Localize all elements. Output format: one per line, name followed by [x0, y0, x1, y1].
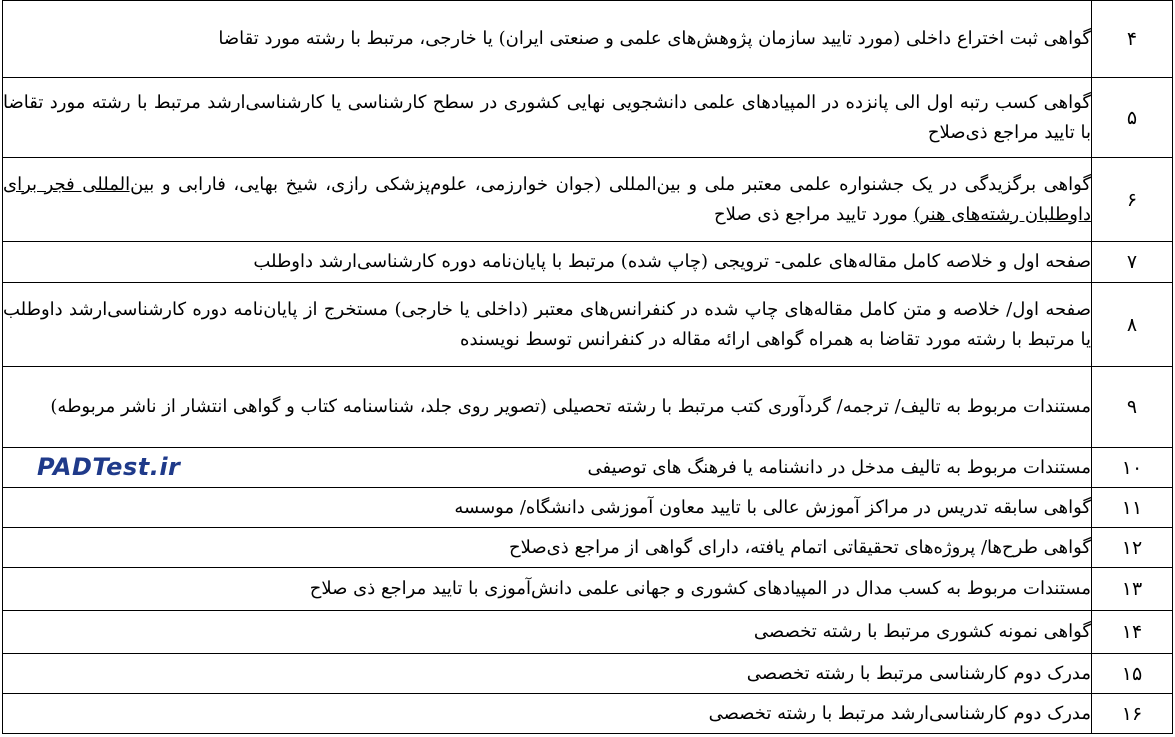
- table-row: [3, 78, 1173, 158]
- row-description-part: مورد تایید مراجع ذی صلاح: [713, 203, 914, 225]
- row-number: ۱۳: [1092, 568, 1173, 611]
- padtest-watermark: PADTest.ir: [37, 453, 181, 481]
- row-description: [3, 158, 1092, 242]
- row-description: گواهی سابقه تدریس در مراکز آموزش عالی با تایید معاون آموزشی دانشگاه/ موسسه: [3, 488, 1092, 528]
- row-number: ۹: [1092, 367, 1173, 448]
- row-description: گواهی ثبت اختراع داخلی (مورد تایید سازمان پژوهش‌های علمی و صنعتی ایران) یا خارجی، مرتبط با رشته مورد تقاضا: [3, 1, 1092, 78]
- row-number: ۱۶: [1092, 694, 1173, 734]
- table-row: [3, 694, 1173, 734]
- table-row: [3, 654, 1173, 694]
- row-number: ۵: [1092, 78, 1173, 158]
- table-row: [3, 488, 1173, 528]
- table-row: [3, 158, 1173, 242]
- table-row: [3, 528, 1173, 568]
- row-description: مدرک دوم کارشناسی‌ارشد مرتبط با رشته تخصصی: [3, 694, 1092, 734]
- row-number: ۱۵: [1092, 654, 1173, 694]
- row-description: مدرک دوم کارشناسی مرتبط با رشته تخصصی: [3, 654, 1092, 694]
- table-row: [3, 1, 1173, 78]
- row-description: مستندات مربوط به تالیف/ ترجمه/ گردآوری کتب مرتبط با رشته تحصیلی (تصویر روی جلد، شناسنامه کتاب و گواهی انتشار از ناشر مربوطه): [3, 367, 1092, 448]
- row-number: ۸: [1092, 283, 1173, 367]
- row-description: مستندات مربوط به تالیف مدخل در دانشنامه یا فرهنگ های توصیفی: [3, 448, 1092, 488]
- row-description-part: گواهی برگزیدگی در یک جشنواره علمی معتبر ملی و بین‌المللی (جوان خوارزمی، علوم‌پزشکی رازی، شیخ بهایی، فارابی و: [154, 173, 1091, 195]
- row-number: ۴: [1092, 1, 1173, 78]
- table-row: [3, 242, 1173, 283]
- table-row: [3, 367, 1173, 448]
- row-number: ۶: [1092, 158, 1173, 242]
- row-description: صفحه اول/ خلاصه و متن کامل مقاله‌های چاپ شده در کنفرانس‌های معتبر (داخلی یا خارجی) مستخرج از پایان‌نامه دوره کارشناسی‌ارشد داوطلب یا مرتبط با رشته مورد تقاضا به همراه گواهی ارائه مقاله در کنفرانس توسط نویسنده: [3, 283, 1092, 367]
- row-number: ۱۰: [1092, 448, 1173, 488]
- row-number: ۷: [1092, 242, 1173, 283]
- row-description: گواهی طرح‌ها/ پروژه‌های تحقیقاتی اتمام یافته، دارای گواهی از مراجع ذی‌صلاح: [3, 528, 1092, 568]
- table-row: [3, 568, 1173, 611]
- table-row: [3, 283, 1173, 367]
- row-description: صفحه اول و خلاصه کامل مقاله‌های علمی- ترویجی (چاپ شده) مرتبط با پایان‌نامه دوره کارشناسی‌ارشد داوطلب: [3, 242, 1092, 283]
- documents-table: [2, 0, 1173, 734]
- row-description: مستندات مربوط به کسب مدال در المپیادهای کشوری و جهانی علمی دانش‌آموزی با تایید مراجع ذی صلاح: [3, 568, 1092, 611]
- underlined-text: بین‌المللی فجر برای داوطلبان رشته‌های هنر): [3, 173, 1091, 225]
- table-row: [3, 611, 1173, 654]
- row-description: گواهی کسب رتبه اول الی پانزده در المپیادهای علمی دانشجویی نهایی کشوری در سطح کارشناسی یا کارشناسی‌ارشد مرتبط با رشته مورد تقاضا با تایید مراجع ذی‌صلاح: [3, 78, 1092, 158]
- row-number: ۱۱: [1092, 488, 1173, 528]
- row-description: گواهی نمونه کشوری مرتبط با رشته تخصصی: [3, 611, 1092, 654]
- row-number: ۱۴: [1092, 611, 1173, 654]
- row-number: ۱۲: [1092, 528, 1173, 568]
